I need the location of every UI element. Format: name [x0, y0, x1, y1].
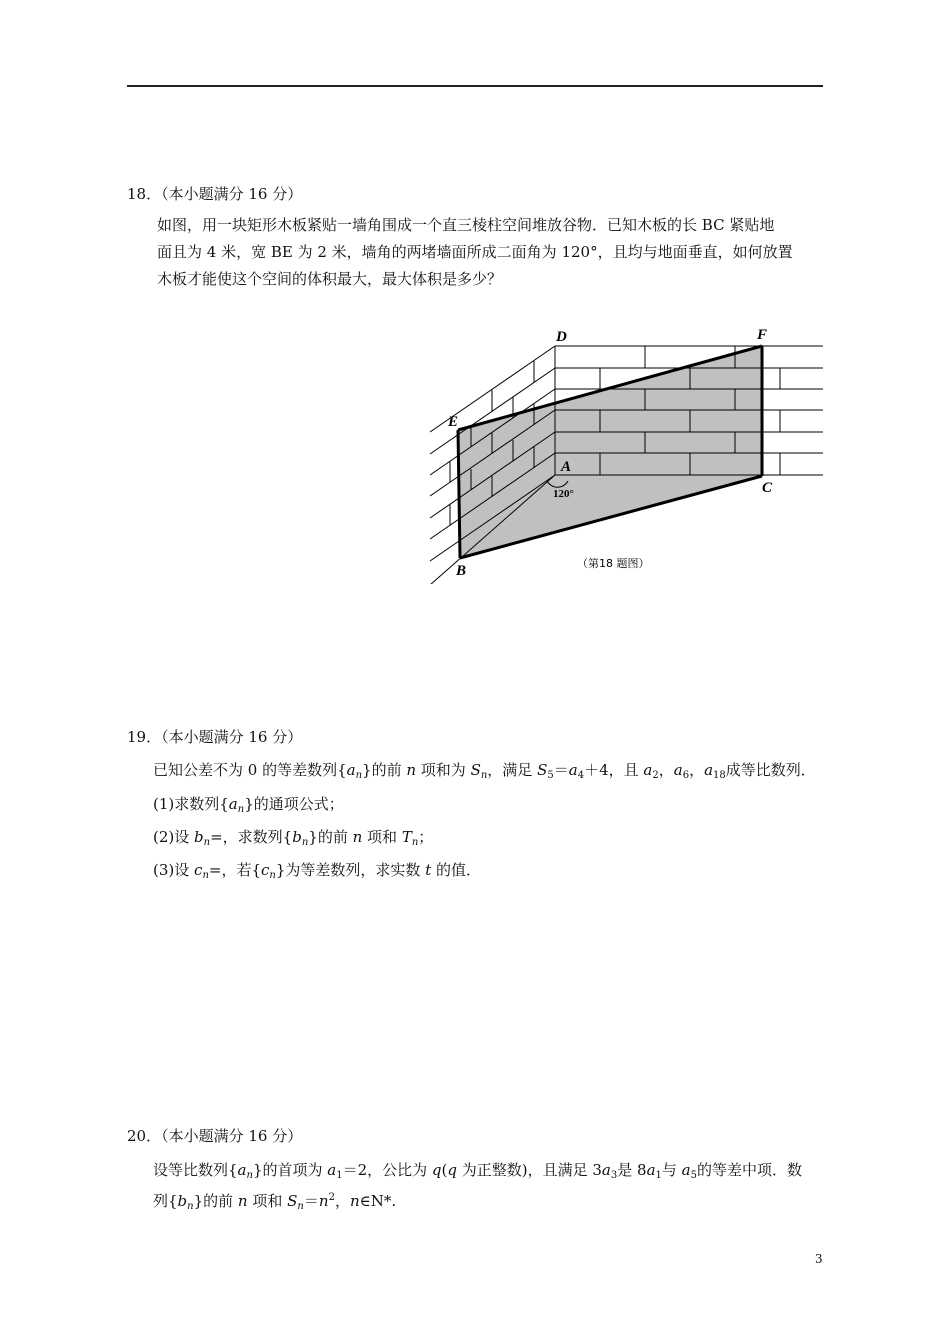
label-B: B	[456, 563, 467, 579]
q18-figure	[425, 322, 835, 584]
q20-text-line-1: 设等比数列$\{a_n\}$的首项为 $a_1=2$，公比为 q(q 为正整数)，且满足 $3a_3$是 $8a_1$与 $a_5$的等差中项．数	[153, 1161, 803, 1181]
label-E: E	[448, 414, 459, 430]
label-F: F	[757, 327, 768, 343]
q19-part-2: (2)设 $b_n=$，求数列$\{b_n\}$的前 n 项和 $T_n$；	[153, 828, 434, 848]
angle-label: 120°	[553, 488, 574, 500]
header-rule	[127, 85, 823, 87]
q20-text-line-2: 列$\{b_n\}$的前 n 项和 $S_n=n^2$，n∈N*.	[153, 1192, 397, 1212]
q20-heading: 20．（本小题满分 16 分）	[127, 1127, 303, 1145]
label-A: A	[561, 459, 572, 475]
q19-part-1: (1)求数列$\{a_n\}$的通项公式；	[153, 795, 344, 815]
label-C: C	[762, 480, 773, 496]
figure-caption: （第18 题图）	[577, 557, 650, 570]
q19-stem: 已知公差不为 0 的等差数列$\{a_n\}$的前 n 项和为 $S_n$，满足 $S_5=a_4+4$，且 $a_2$，$a_6$，$a_{18}$成等比数列．	[153, 761, 816, 781]
label-D: D	[556, 329, 567, 345]
q18-text-line-3: 木板才能使这个空间的体积最大，最大体积是多少？	[157, 270, 503, 288]
q18-text-line-1: 如图，用一块矩形木板紧贴一墙角围成一个直三棱柱空间堆放谷物．已知木板的长 BC 紧贴地	[157, 216, 775, 234]
q19-part-3: (3)设 $c_n=$，若$\{c_n\}$为等差数列，求实数 t 的值．	[153, 861, 481, 881]
q19-heading: 19．（本小题满分 16 分）	[127, 728, 303, 746]
q18-heading: 18．（本小题满分 16 分）	[127, 185, 303, 203]
q18-text-line-2: 面且为 4 米，宽 BE 为 2 米，墙角的两堵墙面所成二面角为 120°，且均与地面垂直，如何放置	[157, 243, 793, 261]
board-surface	[458, 346, 762, 558]
page-number: 3	[815, 1252, 823, 1266]
